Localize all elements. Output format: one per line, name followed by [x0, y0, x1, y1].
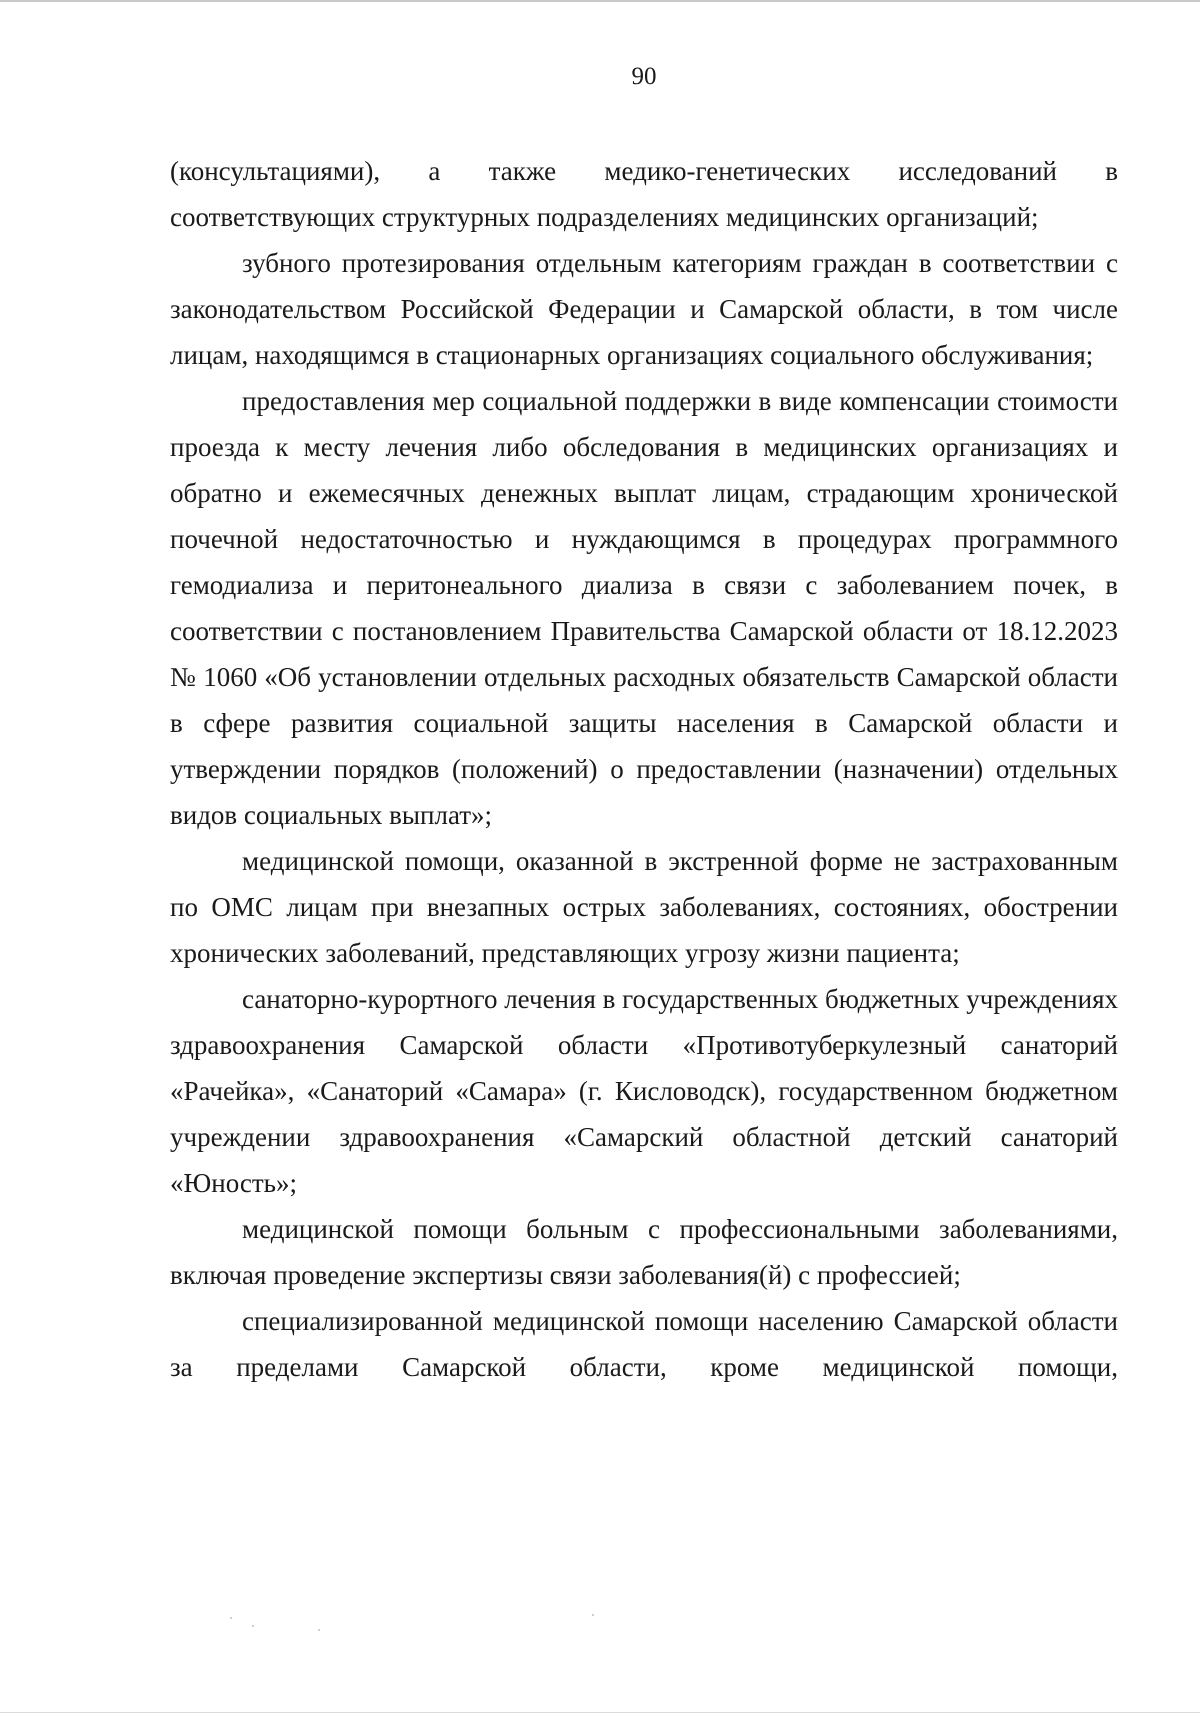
- paragraph-sanatorium-treatment: санаторно-курортного лечения в государственных бюджетных учреждениях здравоохранения Самарской области «Противотуберкулезный санаторий «Рачейка», «Санаторий «Самара» (г. Кисловодск), государственном бюджетном учреждении здравоохранения «Самарский областной детский санаторий «Юность»;: [170, 984, 1118, 1198]
- page-number: 90: [631, 63, 657, 90]
- scan-speck: [252, 1625, 254, 1627]
- scan-speck: [318, 1629, 320, 1631]
- bottom-edge-rule: [0, 1712, 1200, 1713]
- scan-speck: [230, 1617, 232, 1619]
- paragraph-social-support: предоставления мер социальной поддержки в виде компенсации стоимости проезда к месту лечения либо обследования в медицинских организациях и обратно и ежемесячных денежных выплат лицам, страдающим хронической почечной недостаточностью и нуждающимся в процедурах программного гемодиализа и перитонеального диализа в связи с заболеванием почек, в соответствии с постановлением Правительства Самарской области от 18.12.2023 № 1060 «Об установлении отдельных расходных обязательств Самарской области в сфере развития социальной защиты населения в Самарской области и утверждении порядков (положений) о предоставлении (назначении) отдельных видов социальных выплат»;: [170, 386, 1118, 830]
- document-body: [170, 148, 1118, 1390]
- paragraph-consultations: (консультациями), а также медико-генетических исследований в соответствующих структурных подразделениях медицинских организаций;: [170, 156, 1118, 232]
- scan-speck: [592, 1614, 594, 1616]
- paragraph-specialized-care: специализированной медицинской помощи населению Самарской области за пределами Самарской области, кроме медицинской помощи,: [170, 1306, 1118, 1382]
- paragraph-dental-prosthetics: зубного протезирования отдельным категориям граждан в соответствии с законодательством Российской Федерации и Самарской области, в том числе лицам, находящимся в стационарных организациях социального обслуживания;: [170, 248, 1118, 370]
- top-edge-rule: [0, 0, 1200, 2]
- paragraph-emergency-care: медицинской помощи, оказанной в экстренной форме не застрахованным по ОМС лицам при внезапных острых заболеваниях, состояниях, обострении хронических заболеваний, представляющих угрозу жизни пациента;: [170, 846, 1118, 968]
- paragraph-occupational-diseases: медицинской помощи больным с профессиональными заболеваниями, включая проведение экспертизы связи заболевания(й) с профессией;: [170, 1214, 1118, 1290]
